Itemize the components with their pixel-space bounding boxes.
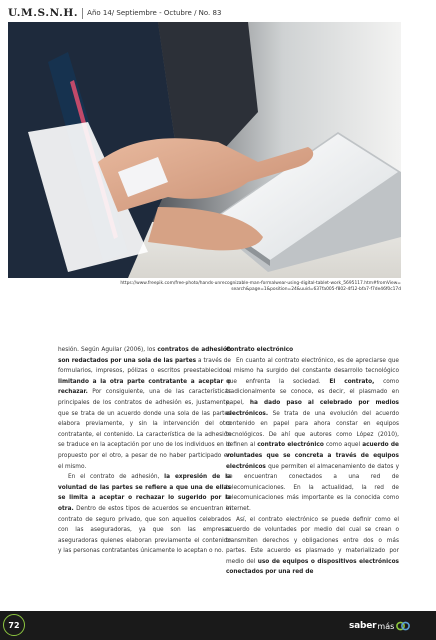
- body-text: hesión. Según Aguilar (2006), los: [58, 347, 158, 353]
- journal-brand: U.M.S.N.H.: [8, 7, 79, 19]
- logo-word: saber: [349, 621, 377, 631]
- sabermas-logo: [349, 620, 410, 632]
- image-credit: [8, 281, 401, 293]
- section-heading: Contrato electrónico: [226, 347, 294, 353]
- emphasis-text: El contrato,: [329, 378, 375, 385]
- issue-info: Año 14/ Septiembre - Octubre / No. 83: [87, 9, 222, 17]
- image-credit-line: https://www.freepik.com/free-photo/hands-unrecognizable-man-formalwear-using-digital-tablet-work_5695117.htm#fromView=: [120, 281, 401, 286]
- body-paragraph: [226, 515, 399, 579]
- right-text-column: [226, 345, 399, 578]
- body-text: Dentro de estos tipos de acuerdos se encuentran el contrato de seguro privado, que son aquellos celebrados con las aseguradoras, ya que son las empresas aseguradoras quienes elaboran previamente el contenido y las personas contratantes únicamente lo aceptan o no.: [58, 505, 231, 555]
- emphasis-text: ha dado paso al celebrado por medios electrónicos.: [226, 399, 400, 417]
- page-footer: [0, 611, 436, 640]
- body-text: que permiten el almacenamiento de datos y se encuentran conectados a una red de telecomunicaciones. En la actualidad, la red de telecomunicaciones más importante es la conocida como Internet.: [226, 463, 399, 512]
- tablet-hands-image: [8, 22, 401, 278]
- body-text: Por consiguiente, una de las características principales de los contratos de adhesión es, justamente, que se trata de un acuerdo donde una sola de las partes elabora previamente, y sin la intervención del otro contratante, el contenido. La característica de la adhesión se traduce en la aceptación por uno de los individuos en lo propuesto por el otro, a pesar de no haber participado en el mismo.: [58, 389, 231, 470]
- header-divider: [82, 8, 83, 19]
- left-text-column: [58, 345, 231, 557]
- emphasis-text: contrato electrónico: [257, 442, 324, 449]
- running-header: [8, 6, 221, 20]
- body-paragraph: [58, 345, 231, 472]
- page-number: 72: [3, 614, 25, 636]
- logo-word: más: [377, 621, 395, 631]
- body-paragraph: [58, 472, 231, 557]
- logo-swirl-icon: [396, 620, 410, 632]
- body-text: En el contrato de adhesión,: [68, 474, 165, 481]
- body-text: Así, el contrato electrónico se puede definir como el acuerdo de voluntades por medio del cual se crean o transmiten derechos y obligaciones entre dos o más partes. Este acuerdo es plasmado y materializado por medio del: [226, 516, 399, 565]
- emphasis-text: contratos de adhesión son redactados por una sola de las partes: [58, 347, 231, 364]
- emphasis-text: uso de equipos o dispositivos electrónicos conectados por una red de: [226, 558, 400, 576]
- body-text: como tradicionalmente se conoce, es decir, el plasmado en papel,: [226, 378, 399, 406]
- body-text: como aquel: [323, 442, 363, 449]
- image-credit-line: search&page=1&position=24&uuid=637fa005-f802-4f12-bfa7-f7de46f0c17d: [231, 287, 401, 292]
- body-text: Se trata de una evolución del acuerdo contenido en papel para ahora constar en equipos tecnológicos. De ahí que autores como López (2010), definen al: [226, 410, 399, 449]
- emphasis-text: limitando a la otra parte contratante a aceptar o rechazar.: [58, 378, 231, 396]
- body-text: En cuanto al contrato electrónico, es de apreciarse que el mismo ha surgido del constante desarrollo tecnológico que enfrenta la sociedad.: [226, 357, 399, 385]
- emphasis-text: la expresión de la voluntad de las partes se refiere a que una de ellas se limita a aceptar o rechazar lo sugerido por la otra.: [58, 474, 231, 512]
- emphasis-text: acuerdo de voluntades que se concreta a través de equipos electrónicos: [226, 442, 399, 470]
- article-photo: [8, 22, 401, 278]
- body-paragraph: [226, 356, 399, 515]
- body-text: a través de formularios, impresos, pólizas o escritos preestablecidos,: [58, 357, 231, 375]
